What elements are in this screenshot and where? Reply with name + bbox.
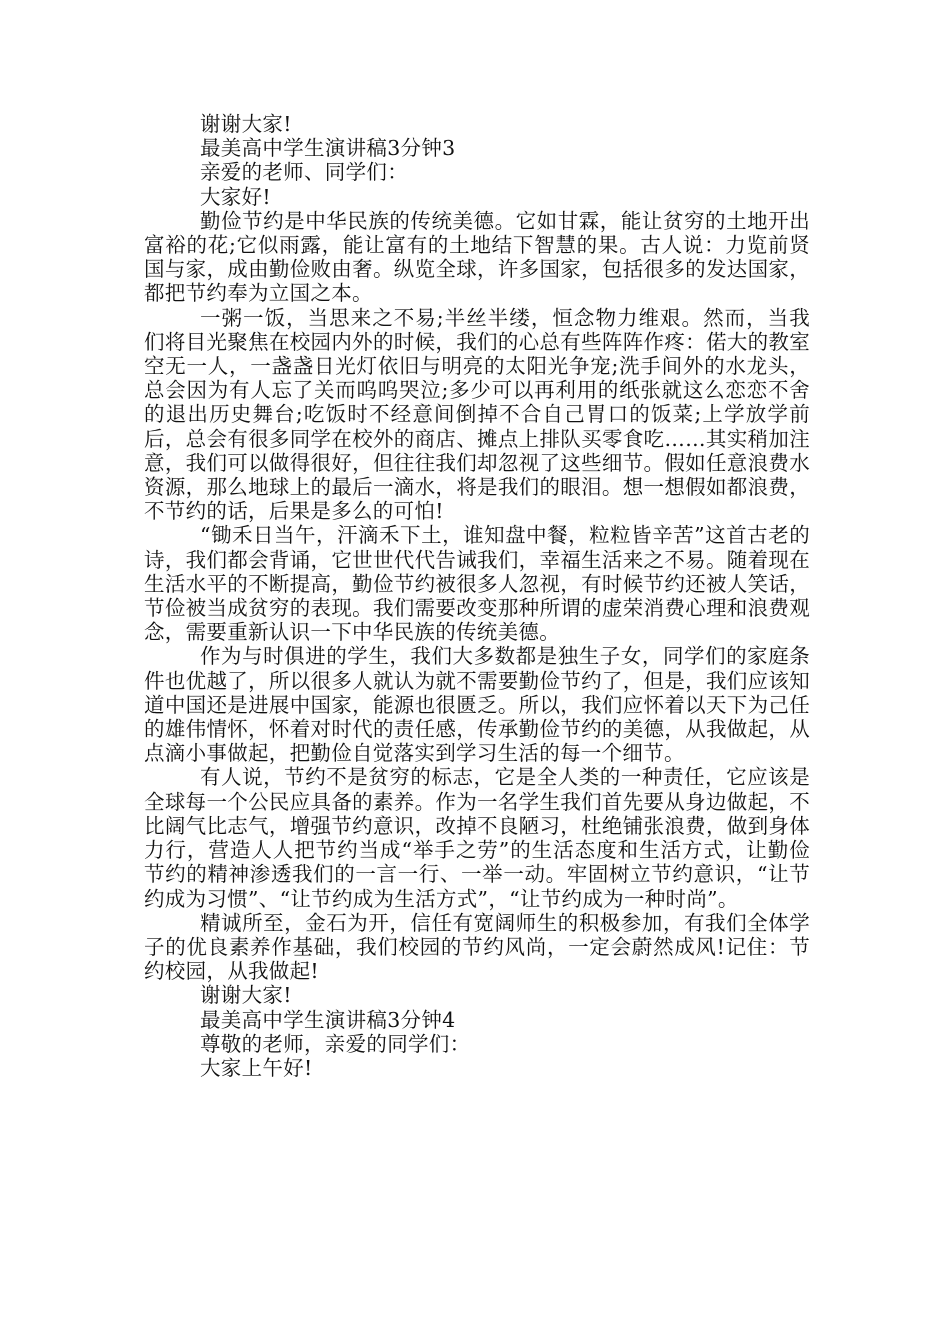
paragraph-conclusion: 精诚所至，金石为开，信任有宽阔师生的积极参加，有我们全体学子的优良素养作基础，我们校园的节约风尚，一定会蔚然成风!记住：节约校园，从我做起!: [144, 910, 810, 984]
closing-thanks-2: 谢谢大家!: [200, 983, 292, 1008]
paragraph-campus-waste: 一粥一饭，当思来之不易;半丝半缕，恒念物力维艰。然而，当我们将目光聚焦在校园内外的时候，我们的心总有些阵阵作疼：偌大的教室空无一人，一盏盏日光灯依旧与明亮的太阳光争宠;洗手间外的水龙头，总会因为有人忘了关而呜呜哭泣;多少可以再利用的纸张就这么恋恋不舍的退出历史舞台;吃饭时不经意间倒掉不合自己胃口的饭菜;上学放学前后，总会有很多同学在校外的商店、摊点上排队买零食吃……其实稍加注意，我们可以做得很好，但往往我们却忽视了这些细节。假如任意浪费水资源，那么地球上的最后一滴水，将是我们的眼泪。想一想假如都浪费，不节约的话，后果是多么的可怕!: [144, 305, 810, 524]
salutation-2: 尊敬的老师，亲爱的同学们：: [200, 1031, 471, 1056]
greeting-2: 大家上午好!: [200, 1055, 313, 1080]
document-body: [144, 112, 810, 1080]
speech-title-3: 最美高中学生演讲稿3分钟3: [200, 136, 456, 161]
closing-thanks: 谢谢大家!: [200, 112, 292, 136]
speech-title-4: 最美高中学生演讲稿3分钟4: [200, 1007, 456, 1032]
paragraph-thrift-virtue: 勤俭节约是中华民族的传统美德。它如甘霖，能让贫穷的土地开出富裕的花;它似雨露，能让富有的土地结下智慧的果。古人说：力览前贤国与家，成由勤俭败由奢。纵览全球，许多国家，包括很多的发达国家，都把节约奉为立国之本。: [144, 208, 810, 306]
paragraph-students-duty: 作为与时俱进的学生，我们大多数都是独生子女，同学们的家庭条件也优越了，所以很多人就认为就不需要勤俭节约了，但是，我们应该知道中国还是进展中国家，能源也很匮乏。所以，我们应怀着以天下为己任的雄伟情怀，怀着对时代的责任感，传承勤俭节约的美德，从我做起，从点滴小事做起，把勤俭自觉落实到学习生活的每一个细节。: [144, 644, 810, 766]
paragraph-ancient-poem: “锄禾日当午，汗滴禾下土，谁知盘中餐，粒粒皆辛苦”这首古老的诗，我们都会背诵，它世世代代告诫我们，幸福生活来之不易。随着现在生活水平的不断提高，勤俭节约被很多人忽视，有时候节约还被人笑话，节俭被当成贫穷的表现。我们需要改变那种所谓的虚荣消费心理和浪费观念，需要重新认识一下中华民族的传统美德。: [144, 523, 810, 645]
salutation: 亲爱的老师、同学们：: [200, 160, 408, 185]
greeting: 大家好!: [200, 184, 271, 209]
paragraph-responsibility: 有人说，节约不是贫穷的标志，它是全人类的一种责任，它应该是全球每一个公民应具备的素养。作为一名学生我们首先要从身边做起，不比阔气比志气，增强节约意识，改掉不良陋习，杜绝铺张浪费，做到身体力行，营造人人把节约当成“举手之劳”的生活态度和生活方式，让勤俭节约的精神渗透我们的一言一行、一举一动。牢固树立节约意识，“让节约成为习惯”、“让节约成为生活方式”，“让节约成为一种时尚”。: [144, 765, 810, 911]
